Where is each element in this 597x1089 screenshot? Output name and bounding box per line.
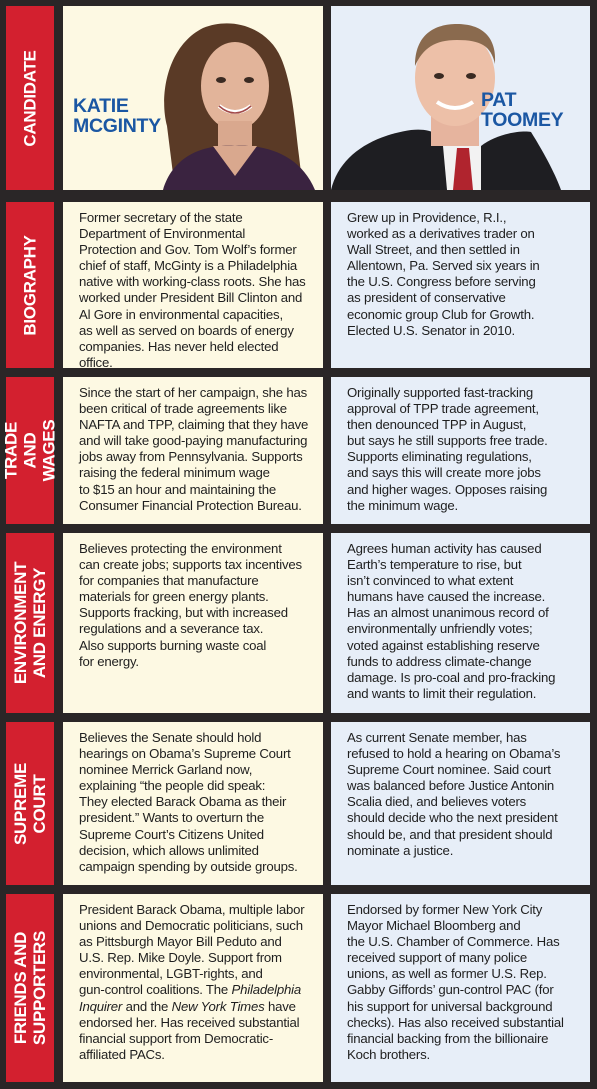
row-label: TRADE AND WAGES <box>1 419 59 482</box>
candidate-right-name: PAT TOOMEY <box>481 89 564 131</box>
cell-text: Endorsed by former New York City Mayor Michael Bloomberg and the U.S. Chamber of Commerce. Has received support of many police unions, as well as former U.S. Rep. Gabby Giffords’ gun-control PAC (for his support for universal background checks). Has also received substantial financial backing from the billionaire Koch brothers. <box>347 902 564 1062</box>
candidate-row <box>0 6 597 190</box>
cell-text: As current Senate member, has refused to hold a hearing on Obama’s Supreme Court nominee. Said court was balanced before Justice Antonin Scalia died, and believes voters should decide who the next president should be, and that president should nominate a justice. <box>347 730 561 858</box>
row-label: SUPREME COURT <box>11 762 50 845</box>
row-label-tab <box>6 722 54 885</box>
mcginty-trade-wages <box>63 377 323 524</box>
trade-wages-row <box>0 377 597 524</box>
toomey-environment-energy <box>331 533 590 713</box>
mcginty-supreme-court <box>63 722 323 885</box>
text-run: have endorsed her. Has received substantial financial support from Democratic- affiliated PACs. <box>79 998 300 1062</box>
cell-text: Originally supported fast-tracking approval of TPP trade agreement, then denounced TPP in August, but says he still supports free trade. Supports eliminating regulations, and says this will create more jobs and higher wages. Opposes raising the minimum wage. <box>347 385 548 513</box>
cell-text: Agrees human activity has caused Earth’s temperature to rise, but isn’t convinced to what extent humans have caused the increase. Has an almost unanimous record of environmentally unfriendly votes; voted against establishing reserve funds to address climate-change damage. Is pro-coal and pro-fracking and wants to limit their regulation. <box>347 541 556 701</box>
cell-text: Believes protecting the environment can create jobs; supports tax incentives for companies that manufacture materials for green energy plants. Supports fracking, but with increased regulations and a severance tax. Also supports burning waste coal for energy. <box>79 541 302 669</box>
cell-text: Former secretary of the state Department of Environmental Protection and Gov. Tom Wolf’s former chief of staff, McGinty is a Philadelphia native with working-class roots. She has worked under President Bill Clinton and Al Gore in environmental capacities, as well as served on boards of energy companies. Has never held elected office. <box>79 210 306 370</box>
row-label-tab <box>6 6 54 190</box>
text-run: and the <box>122 998 172 1014</box>
text-run: President Barack Obama, multiple labor unions and Democratic politicians, such as Pittsburgh Mayor Bill Peduto and U.S. Rep. Mike Doyle. Support from environmental, LGBT-rights, and gun-control coalitions. The <box>79 902 305 998</box>
row-label: FRIENDS AND SUPPORTERS <box>11 930 50 1046</box>
row-label-tab <box>1 377 59 524</box>
cell-text: Grew up in Providence, R.I., worked as a derivatives trader on Wall Street, and then settled in Allentown, Pa. Served six years in the U.S. Congress before serving as president of conservative economic group Club for Growth. Elected U.S. Senator in 2010. <box>347 210 540 338</box>
supreme-court-row <box>0 722 597 885</box>
mcginty-environment-energy <box>63 533 323 713</box>
toomey-biography <box>331 202 590 368</box>
row-label: BIOGRAPHY <box>20 234 40 336</box>
cell-text: Believes the Senate should hold hearings on Obama’s Supreme Court nominee Merrick Garland now, explaining “the people did speak: They elected Barack Obama as their president.” Wants to overturn the Supreme Court’s Citizens United decision, which allows unlimited campaign spending by outside groups. <box>79 730 298 874</box>
candidate-right-cell <box>331 6 590 190</box>
row-label-tab <box>6 533 54 713</box>
publication-name: New York Times <box>171 998 265 1014</box>
publication-name: Philadelphia Inquirer <box>79 982 301 1014</box>
toomey-supreme-court <box>331 722 590 885</box>
toomey-friends-supporters <box>331 894 590 1082</box>
row-label-tab <box>6 894 54 1082</box>
toomey-trade-wages <box>331 377 590 524</box>
row-label-tab <box>6 202 54 368</box>
mcginty-biography <box>63 202 323 368</box>
candidate-left-cell <box>63 6 323 190</box>
friends-supporters-row <box>0 894 597 1082</box>
row-label: CANDIDATE <box>20 49 40 147</box>
biography-row <box>0 202 597 368</box>
cell-text <box>79 902 313 1063</box>
environment-energy-row <box>0 533 597 713</box>
row-label: ENVIRONMENT AND ENERGY <box>11 561 50 685</box>
candidate-left-name: KATIE MCGINTY <box>73 95 161 137</box>
cell-text: Since the start of her campaign, she has been critical of trade agreements like NAFTA and TPP, claiming that they have and will take good-paying manufacturing jobs away from Pennsylvania. Supports raising the federal minimum wage to $15 an hour and maintaining the Consumer Financial Protection Bureau. <box>79 385 309 513</box>
mcginty-friends-supporters <box>63 894 323 1082</box>
